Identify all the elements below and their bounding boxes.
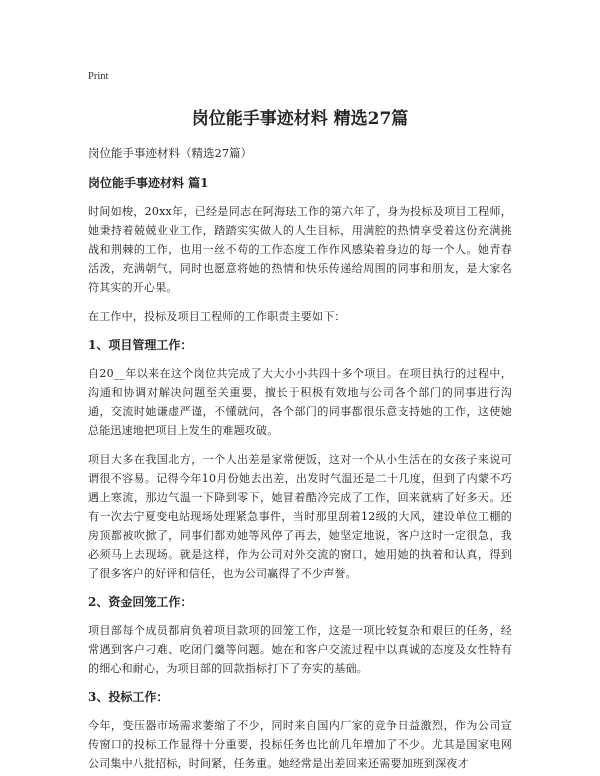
paragraph-project-management: 自20__年以来在这个岗位共完成了大大小小共四十多个项目。在项目执行的过程中，沟通和协调对解决问题至关重要，擅长于积极有效地与公司各个部门的同事进行沟通，交流时她谦虚严谨，不懂就问，各个部门的同事都很乐意支持她的工作，这使她总能迅速地把项目上发生的难题攻破。 [88, 367, 512, 437]
paragraph-intro: 时间如梭，20xx年，已经是同志在阿海珐工作的第六年了，身为投标及项目工程师，她秉持着兢兢业业工作，踏踏实实做人的人生目标，用满腔的热情享受着这份充满挑战和荆棘的工作，也用一丝不苟的工作态度工作作风感染着身边的每一个人。她青春活泼，充满朝气，同时也愿意将她的热情和快乐传递给周围的同事和朋友，是大家名符其实的开心果。 [88, 205, 512, 294]
heading-bidding: 3、投标工作： [88, 690, 169, 704]
paragraph-bidding: 今年，变压器市场需求萎缩了不少，同时来自国内厂家的竞争日益激烈，作为公司宣传窗口的投标工作显得十分重要，投标任务也比前几年增加了不少。尤其是国家电网公司集中八批招标，时间紧，任务重。她经常是出差回来还需要加班到深夜才 [88, 719, 512, 770]
paragraph-duties: 在工作中，投标及项目工程师的工作职责主要如下： [88, 310, 346, 323]
document-title: 岗位能手事迹材料 精选27篇 [191, 109, 409, 129]
document-subtitle: 岗位能手事迹材料（精选27篇） [88, 146, 253, 160]
print-label[interactable]: Print [88, 71, 109, 82]
paragraph-business-trips: 项目大多在我国北方，一个人出差是家常便饭，这对一个从小生活在的女孩子来说可谓很不容易。记得今年10月份她去出差，出发时气温还是二十几度，但到了内蒙不巧遇上寒流，那边气温一下降到零下，她冒着酷冷完成了工作，回来就病了好多天。还有一次去宁夏变电站现场处理紧急事件，当时那里刮着12级的大风，建设单位工棚的房顶都被吹掀了，同事们都劝她等风停了再去，她坚定地说，客户这时一定很急，我必须马上去现场。就是这样，作为公司对外交流的窗口，她用她的执着和认真，得到了很多客户的好评和信任，也为公司赢得了不少声誉。 [88, 453, 512, 580]
paragraph-fund-recovery: 项目部每个成员都肩负着项目款项的回笼工作，这是一项比较复杂和艰巨的任务，经常遇到客户刁难、吃闭门羹等问题。她在和客户交流过程中以真诚的态度及女性特有的细心和耐心，为项目部的回款指标打下了夯实的基础。 [88, 624, 512, 675]
section-title: 岗位能手事迹材料 篇1 [88, 176, 209, 190]
heading-fund-recovery: 2、资金回笼工作： [88, 595, 193, 609]
heading-project-management: 1、项目管理工作： [88, 338, 193, 352]
